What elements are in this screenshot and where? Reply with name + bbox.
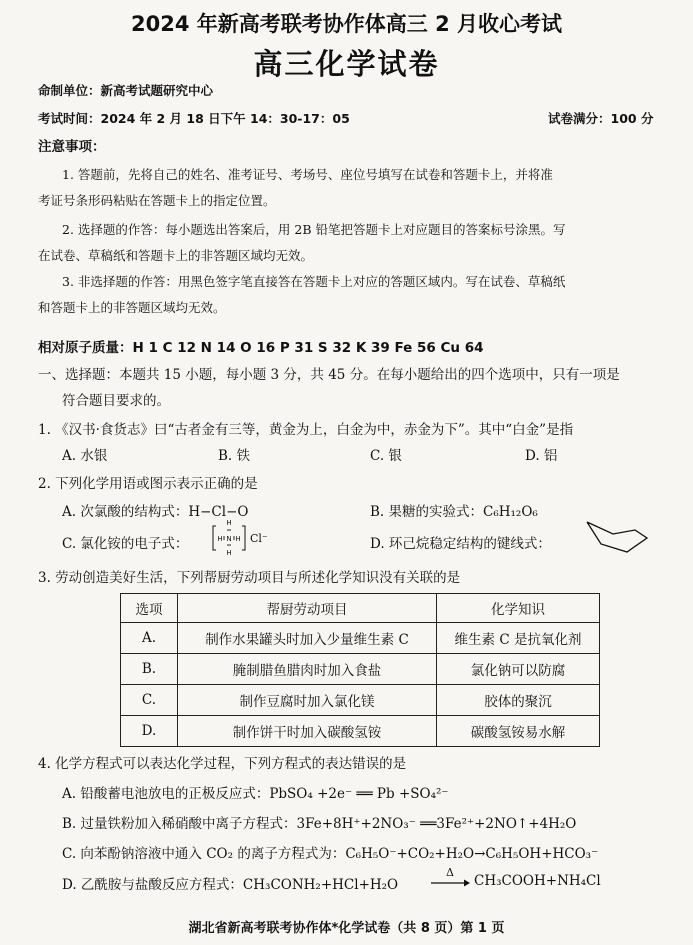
q1-option-a: A. 水银 (62, 448, 108, 464)
note-2-line1: 2. 选择题的作答：每小题选出答案后，用 2B 铅笔把答题卡上对应题目的答案标号涂黑。写 (62, 222, 566, 237)
notes-heading: 注意事项： (38, 139, 106, 155)
svg-text:H: H (226, 549, 232, 556)
svg-text:H: H (217, 535, 223, 543)
q4-stem: 4. 化学方程式可以表达化学过程，下列方程式的表达错误的是 (38, 756, 407, 772)
note-3-line1: 3. 非选择题的作答：用黑色签字笔直接答在答题卡上对应的答题区域内。写在试卷、草稿纸 (62, 274, 566, 289)
q2-option-b: B. 果糖的实验式：C₆H₁₂O₆ (370, 504, 538, 520)
section-1-line1: 一、选择题：本题共 15 小题，每小题 3 分，共 45 分。在每小题给出的四个选项中，只有一项是 (38, 367, 620, 383)
table-cell: A. (121, 623, 178, 654)
q2-option-c: C. 氯化铵的电子式： (62, 536, 189, 552)
section-1-line2: 符合题目要求的。 (62, 393, 170, 409)
q1-option-c: C. 银 (370, 448, 402, 464)
q1-option-d: D. 铝 (525, 448, 558, 464)
q4-option-c: C. 向苯酚钠溶液中通入 CO₂ 的离子方程式为：C₆H₅O⁻+CO₂+H₂O→C₆H₅OH+HCO₃⁻ (62, 846, 599, 862)
note-1-line1: 1. 答题前，先将自己的姓名、准考证号、考场号、座位号填写在试卷和答题卡上，并将准 (62, 167, 553, 182)
table-cell: 制作饼干时加入碳酸氢铵 (178, 716, 437, 747)
heat-symbol: Δ (446, 866, 454, 879)
table-cell: 维生素 C 是抗氧化剂 (437, 623, 600, 654)
table-header-row (121, 594, 600, 623)
chloride-ion: Cl⁻ (250, 532, 268, 545)
q4-option-a: A. 铅酸蓄电池放电的正极反应式：PbSO₄ +2e⁻ ══ Pb +SO₄²⁻ (62, 786, 449, 802)
author-unit: 命制单位：新高考试题研究中心 (38, 83, 214, 98)
page-footer: 湖北省新高考联考协作体*化学试卷（共 8 页）第 1 页 (188, 921, 505, 936)
q3-table (120, 593, 600, 747)
table-cell: 制作豆腐时加入氯化镁 (178, 685, 437, 716)
table-row (121, 685, 600, 716)
table-header-cell: 帮厨劳动项目 (178, 594, 437, 623)
atomic-mass: 相对原子质量：H 1 C 12 N 14 O 16 P 31 S 32 K 39 Fe 56 Cu 64 (38, 340, 484, 356)
table-cell: 胶体的聚沉 (437, 685, 600, 716)
table-row (121, 623, 600, 654)
exam-title-line2: 高三化学试卷 (253, 47, 440, 81)
q3-stem: 3. 劳动创造美好生活，下列帮厨劳动项目与所述化学知识没有关联的是 (38, 570, 461, 586)
svg-text:H: H (235, 535, 241, 543)
table-cell: B. (121, 654, 178, 685)
exam-title-line1: 2024 年新高考联考协作体高三 2 月收心考试 (131, 12, 562, 36)
q4-option-d-right: CH₃COOH+NH₄Cl (474, 873, 601, 889)
q2-stem: 2. 下列化学用语或图示表示正确的是 (38, 476, 258, 492)
table-row (121, 654, 600, 685)
q2-option-d: D. 环己烷稳定结构的键线式： (370, 536, 551, 552)
q4-option-b: B. 过量铁粉加入稀硝酸中离子方程式：3Fe+8H⁺+2NO₃⁻ ══3Fe²⁺+2NO↑+4H₂O (62, 816, 577, 832)
svg-text:N: N (226, 535, 232, 543)
cyclohexane-chair-icon (583, 518, 653, 556)
note-1-line2: 考证号条形码粘贴在答题卡上的指定位置。 (38, 193, 276, 208)
note-2-line2: 在试卷、草稿纸和答题卡上的非答题区域均无效。 (38, 248, 314, 263)
q1-option-b: B. 铁 (218, 448, 251, 464)
table-cell: C. (121, 685, 178, 716)
table-header-cell: 化学知识 (437, 594, 600, 623)
table-cell: 氯化钠可以防腐 (437, 654, 600, 685)
table-cell: 碳酸氢铵易水解 (437, 716, 600, 747)
q1-stem: 1. 《汉书·食货志》曰“古者金有三等，黄金为上，白金为中，赤金为下”。其中“白金”是指 (38, 422, 574, 438)
q4-option-d-left: D. 乙酰胺与盐酸反应方程式：CH₃CONH₂+HCl+H₂O (62, 877, 399, 893)
exam-time: 考试时间：2024 年 2 月 18 日下午 14：30-17：05 (38, 111, 350, 126)
table-row (121, 716, 600, 747)
table-cell: 腌制腊鱼腊肉时加入食盐 (178, 654, 437, 685)
q2-option-a: A. 次氯酸的结构式：H−Cl−O (62, 504, 249, 520)
table-cell: 制作水果罐头时加入少量维生素 C (178, 623, 437, 654)
table-cell: D. (121, 716, 178, 747)
note-3-line2: 和答题卡上的非答题区域均无效。 (38, 300, 226, 315)
reaction-arrow-icon (430, 878, 470, 888)
table-header-cell: 选项 (121, 594, 178, 623)
ammonium-electron-formula (212, 518, 246, 556)
full-score: 试卷满分：100 分 (548, 111, 654, 126)
svg-text:H: H (226, 519, 232, 527)
